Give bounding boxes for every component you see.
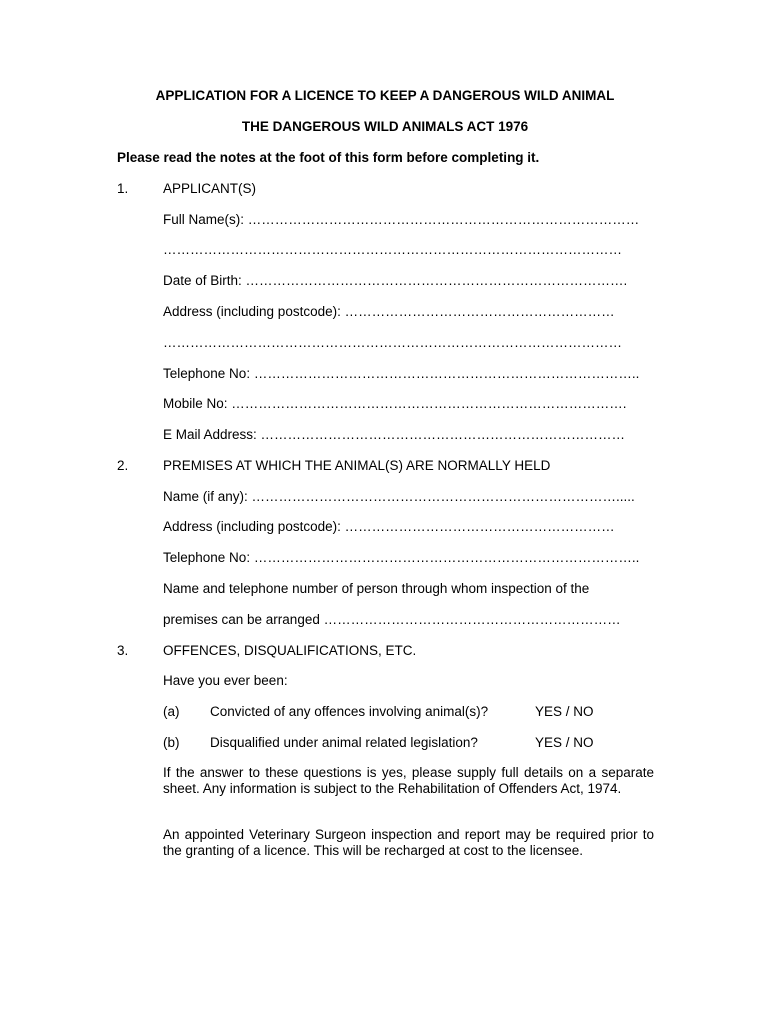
question-a-text: Convicted of any offences involving animal(s)? <box>210 704 489 719</box>
section-2-number: 2. <box>117 458 129 473</box>
form-notice: Please read the notes at the foot of this form before completing it. <box>117 150 540 165</box>
veterinary-note: An appointed Veterinary Surgeon inspection and report may be required prior to the granting of a licence. This will be recharged at cost to the licensee. <box>163 827 654 858</box>
full-name-field[interactable]: Full Name(s): …………………………………………………………………………… <box>163 212 640 227</box>
inspection-contact-label: Name and telephone number of person through whom inspection of the <box>163 581 590 596</box>
premises-name-field[interactable]: Name (if any): ………………………………………………………………………..... <box>163 489 635 504</box>
premises-address-field[interactable]: Address (including postcode): …………………………………………………… <box>163 519 615 534</box>
full-name-continuation-field[interactable]: ………………………………………………………………………………………… <box>163 242 622 257</box>
question-b-answer[interactable]: YES / NO <box>535 735 594 750</box>
question-intro: Have you ever been: <box>163 673 288 688</box>
section-3-number: 3. <box>117 643 129 658</box>
applicant-address-continuation-field[interactable]: ………………………………………………………………………………………… <box>163 335 622 350</box>
applicant-telephone-field[interactable]: Telephone No: ………………………………………………………………………….. <box>163 366 640 381</box>
date-of-birth-field[interactable]: Date of Birth: …………………………………………………………………………. <box>163 273 628 288</box>
section-1-heading: APPLICANT(S) <box>163 181 257 196</box>
mobile-field[interactable]: Mobile No: ……………………………………………………………………………. <box>163 396 627 411</box>
section-2-heading: PREMISES AT WHICH THE ANIMAL(S) ARE NORMALLY HELD <box>163 458 551 473</box>
form-subtitle: THE DANGEROUS WILD ANIMALS ACT 1976 <box>241 119 529 134</box>
section-1-number: 1. <box>117 181 129 196</box>
inspection-contact-field[interactable]: premises can be arranged ………………………………………………………… <box>163 612 621 627</box>
email-field[interactable]: E Mail Address: ……………………………………………………………………… <box>163 427 626 442</box>
details-note: If the answer to these questions is yes, please supply full details on a separate sheet. Any information is subject to the Rehabilitation of Offenders Act, 1974. <box>163 765 654 796</box>
question-a-label: (a) <box>163 704 180 719</box>
question-a-answer[interactable]: YES / NO <box>535 704 594 719</box>
applicant-address-field[interactable]: Address (including postcode): …………………………………………………… <box>163 304 615 319</box>
form-title: APPLICATION FOR A LICENCE TO KEEP A DANGEROUS WILD ANIMAL <box>155 88 615 103</box>
premises-telephone-field[interactable]: Telephone No: ………………………………………………………………………….. <box>163 550 640 565</box>
section-3-heading: OFFENCES, DISQUALIFICATIONS, ETC. <box>163 643 417 658</box>
question-b-label: (b) <box>163 735 180 750</box>
question-b-text: Disqualified under animal related legislation? <box>210 735 478 750</box>
